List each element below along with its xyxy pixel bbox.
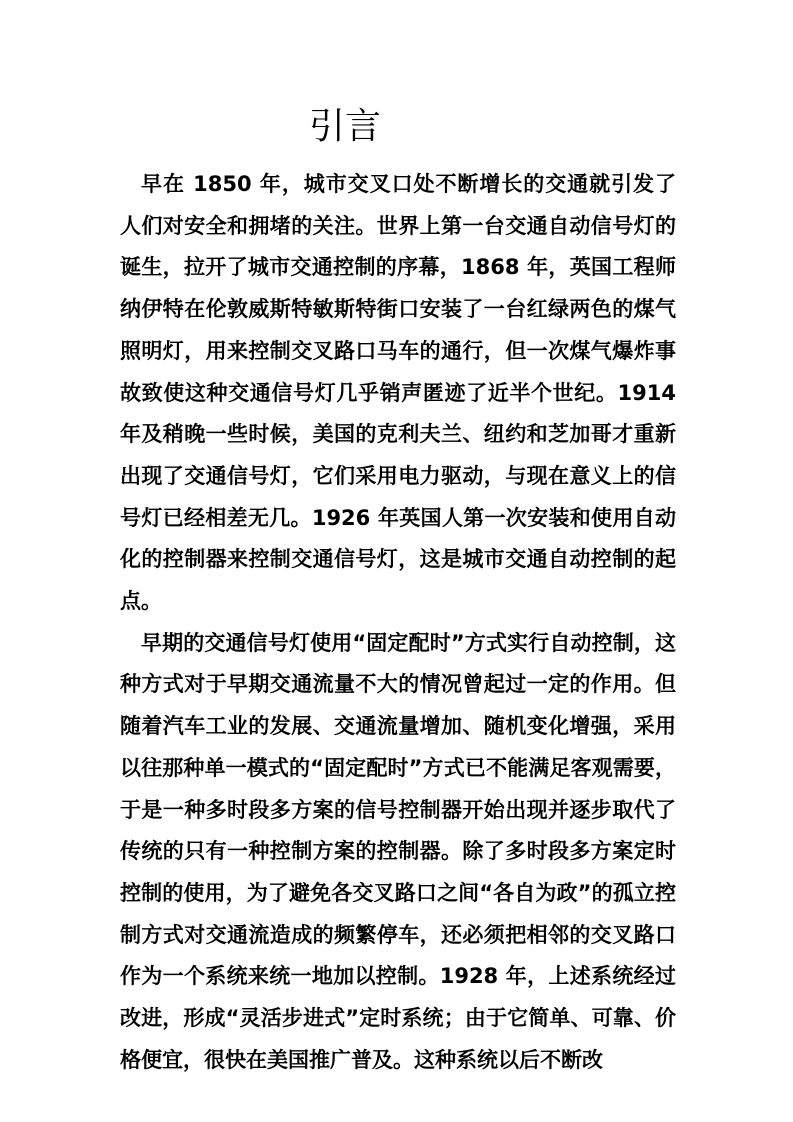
paragraph: 早在 1850 年，城市交叉口处不断增长的交通就引发了人们对安全和拥堵的关注。世界上第一台交通自动信号灯的诞生，拉开了城市交通控制的序幕，1868 年，英国工程师纳伊特在伦敦威斯特敏斯特街口安装了一台红绿两色的煤气照明灯，用来控制交叉路口马车的通行，但一次煤气爆炸事故致使这种交通信号灯几乎销声匿迹了近半个世纪。1914 年及稍晚一些时候，美国的克利夫兰、纽约和芝加哥才重新出现了交通信号灯，它们采用电力驱动，与现在意义上的信号灯已经相差无几。1926 年英国人第一次安装和使用自动化的控制器来控制交通信号灯，这是城市交通自动控制的起点。 [120, 172, 676, 614]
paragraph: 早期的交通信号灯使用“固定配时”方式实行自动控制，这种方式对于早期交通流量不大的情况曾起过一定的作用。但随着汽车工业的发展、交通流量增加、随机变化增强，采用以往那种单一模式的“固定配时”方式已不能满足客观需要，于是一种多时段多方案的信号控制器开始出现并逐步取代了传统的只有一种控制方案的控制器。除了多时段多方案定时控制的使用，为了避免各交叉路口之间“各自为政”的孤立控制方式对交通流造成的频繁停车，还必须把相邻的交叉路口作为一个系统来统一地加以控制。1928 年，上述系统经过改进，形成“灵活步进式”定时系统；由于它简单、可靠、价格便宜，很快在美国推广普及。这种系统以后不断改 [120, 630, 676, 1072]
page-title: 引言 [308, 106, 381, 147]
document-body [120, 164, 676, 1081]
